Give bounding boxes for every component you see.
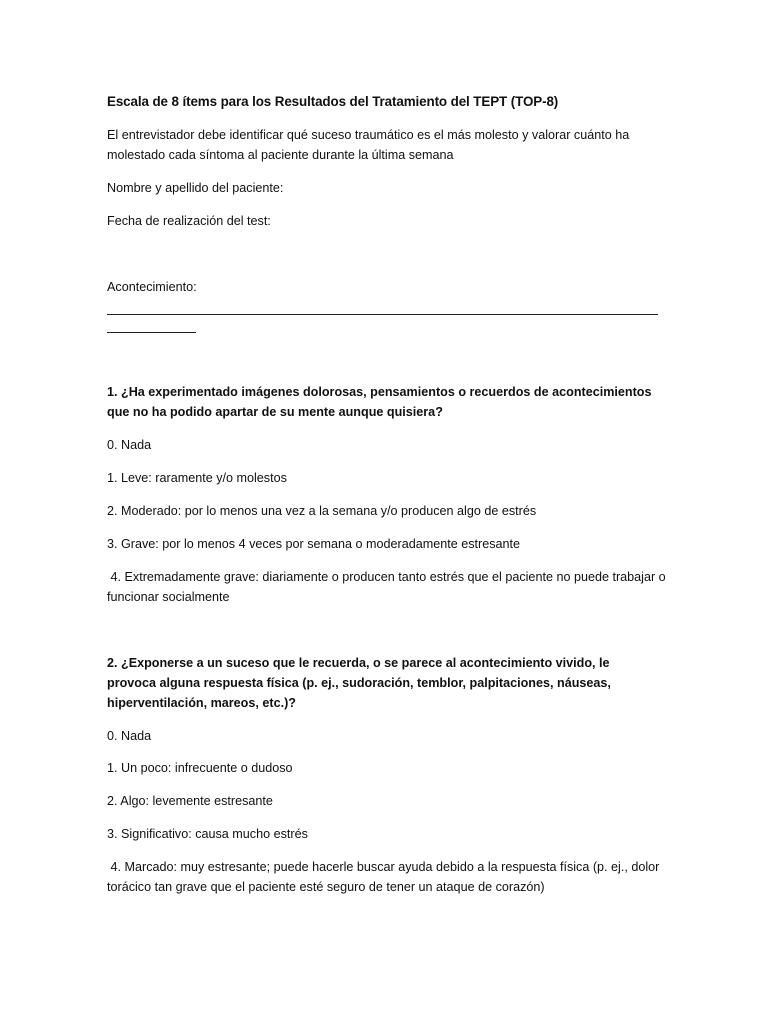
question-1-text: 1. ¿Ha experimentado imágenes dolorosas, pensamientos o recuerdos de acontecimientos que no ha podido apartar de su mente aunque quisiera? xyxy=(107,385,652,419)
event-answer-line-continuation xyxy=(107,332,196,333)
question-1-option-4: 4. Extremadamente grave: diariamente o producen tanto estrés que el paciente no puede trabajar o funcionar socialmente xyxy=(107,570,670,604)
question-1-option-2: 2. Moderado: por lo menos una vez a la semana y/o producen algo de estrés xyxy=(107,504,537,518)
question-2-text: 2. ¿Exponerse a un suceso que le recuerda, o se parece al acontecimiento vivido, le provoca alguna respuesta física (p. ej., sudoración, temblor, palpitaciones, náuseas, hiperventilación, mareos, etc.)? xyxy=(107,656,611,710)
patient-name-label: Nombre y apellido del paciente: xyxy=(107,181,284,195)
event-answer-line xyxy=(107,314,658,315)
document-title: Escala de 8 ítems para los Resultados del Tratamiento del TEPT (TOP-8) xyxy=(107,94,559,109)
event-label: Acontecimiento: xyxy=(107,280,197,294)
question-1-option-0: 0. Nada xyxy=(107,438,152,452)
question-1-option-1: 1. Leve: raramente y/o molestos xyxy=(107,471,287,485)
question-2-option-3: 3. Significativo: causa mucho estrés xyxy=(107,827,308,841)
question-2-option-1: 1. Un poco: infrecuente o dudoso xyxy=(107,761,293,775)
test-date-label: Fecha de realización del test: xyxy=(107,214,271,228)
question-1-option-3: 3. Grave: por lo menos 4 veces por semana o moderadamente estresante xyxy=(107,537,521,551)
question-2-option-4: 4. Marcado: muy estresante; puede hacerle buscar ayuda debido a la respuesta física (p. ej., dolor torácico tan grave que el paciente esté seguro de tener un ataque de corazón) xyxy=(107,860,663,894)
instructions-text: El entrevistador debe identificar qué suceso traumático es el más molesto y valorar cuánto ha molestado cada síntoma al paciente durante la última semana xyxy=(107,128,630,162)
question-2-option-2: 2. Algo: levemente estresante xyxy=(107,794,273,808)
question-2-option-0: 0. Nada xyxy=(107,729,152,743)
